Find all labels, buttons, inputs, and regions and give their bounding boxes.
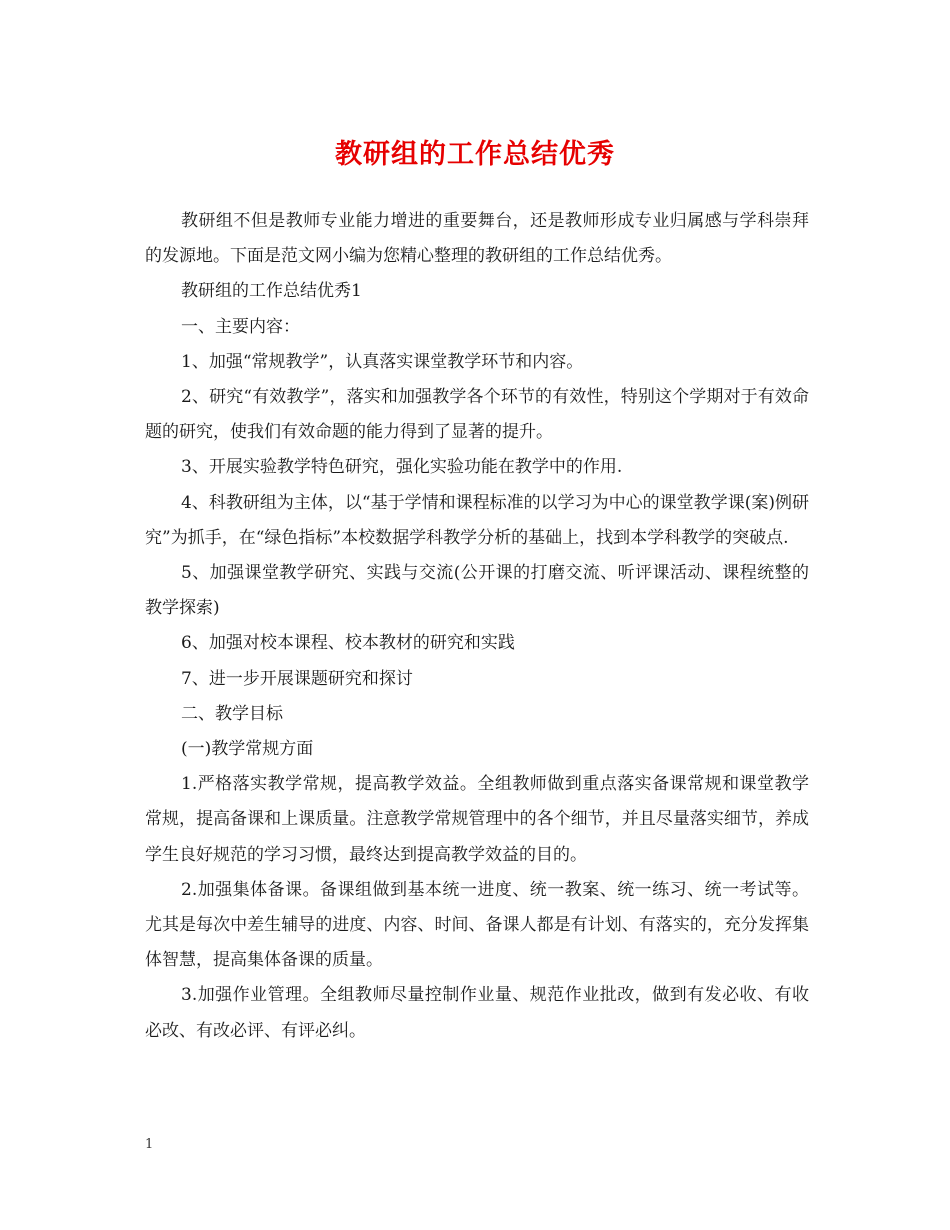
paragraph-intro: 教研组不但是教师专业能力增进的重要舞台，还是教师形成专业归属感与学科崇拜的发源地。下面是范文网小编为您精心整理的教研组的工作总结优秀。 bbox=[145, 211, 809, 267]
list-item-5: 5、加强课堂教学研究、实践与交流(公开课的打磨交流、听评课活动、课程统整的教学探索) bbox=[145, 563, 809, 619]
document-body bbox=[145, 204, 809, 1049]
list-item-7: 7、进一步开展课题研究和探讨 bbox=[181, 668, 413, 689]
list-item-3: 3、开展实验教学特色研究，强化实验功能在教学中的作用. bbox=[181, 457, 623, 478]
subsection-heading-routine: (一)教学常规方面 bbox=[181, 739, 314, 760]
goal-item-3: 3.加强作业管理。全组教师尽量控制作业量、规范作业批改，做到有发必收、有收必改、有改必评、有评必纠。 bbox=[145, 985, 809, 1041]
list-item-1: 1、加强“常规教学”，认真落实课堂教学环节和内容。 bbox=[181, 351, 584, 372]
document-title: 教研组的工作总结优秀 bbox=[335, 139, 615, 170]
list-item-2: 2、研究“有效教学”，落实和加强教学各个环节的有效性，特别这个学期对于有效命题的研究，使我们有效命题的能力得到了显著的提升。 bbox=[145, 387, 809, 443]
paragraph-subtitle: 教研组的工作总结优秀1 bbox=[181, 281, 362, 302]
list-item-6: 6、加强对校本课程、校本教材的研究和实践 bbox=[181, 633, 515, 654]
section-heading-goals: 二、教学目标 bbox=[181, 703, 283, 724]
goal-item-2: 2.加强集体备课。备课组做到基本统一进度、统一教案、统一练习、统一考试等。尤其是每次中差生辅导的进度、内容、时间、备课人都是有计划、有落实的，充分发挥集体智慧，提高集体备课的质量。 bbox=[145, 879, 809, 971]
list-item-4: 4、科教研组为主体，以“基于学情和课程标准的以学习为中心的课堂教学课(案)例研究”为抓手，在“绿色指标”本校数据学科教学分析的基础上，找到本学科教学的突破点. bbox=[145, 492, 809, 548]
goal-item-1: 1.严格落实教学常规，提高教学效益。全组教师做到重点落实备课常规和课堂教学常规，提高备课和上课质量。注意教学常规管理中的各个细节，并且尽量落实细节，养成学生良好规范的学习习惯，最终达到提高教学效益的目的。 bbox=[145, 774, 809, 865]
page-number: 1 bbox=[145, 1137, 154, 1152]
section-heading-main-content: 一、主要内容： bbox=[181, 316, 300, 337]
